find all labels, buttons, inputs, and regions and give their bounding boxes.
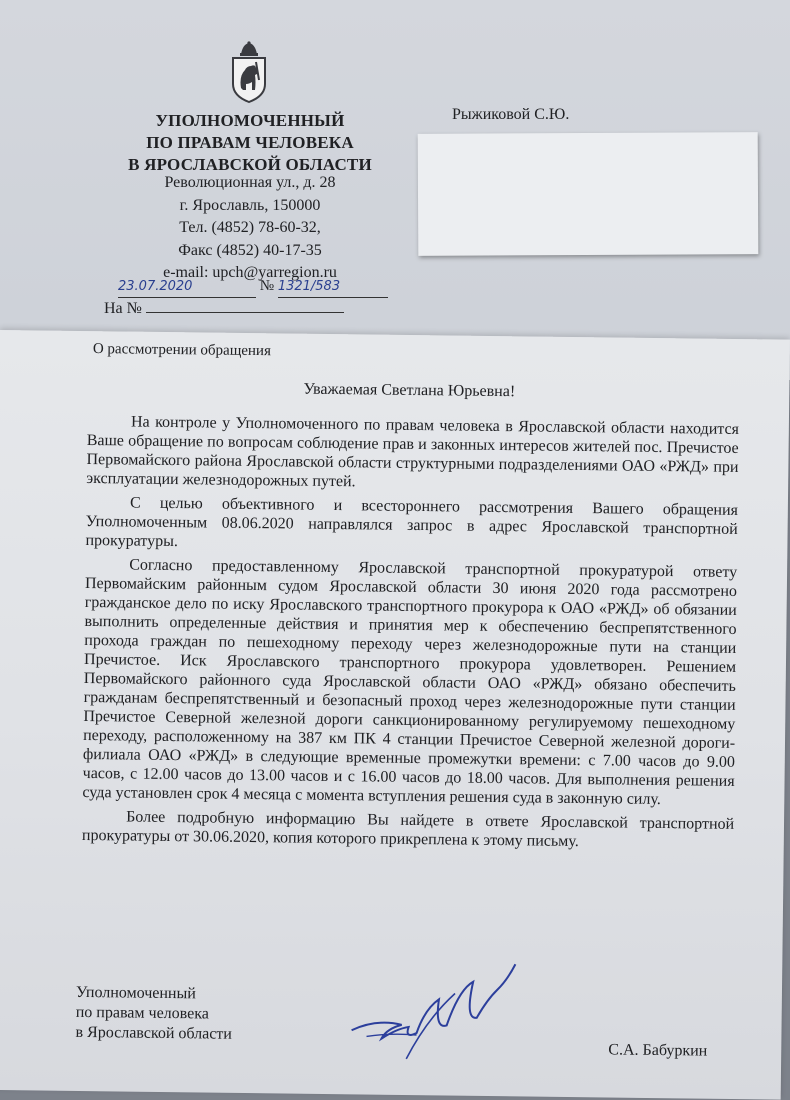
org-line-1: УПОЛНОМОЧЕННЫЙ: [155, 111, 345, 130]
greeting: Уважаемая Светлана Юрьевна!: [303, 380, 516, 401]
signatory-name: С.А. Бабуркин: [608, 1041, 708, 1060]
reference-label: На №: [104, 300, 142, 317]
handwritten-signature: [346, 958, 527, 1070]
paragraph-2: С целью объективного и всестороннего рассмотрения Вашего обращения Уполномоченным 08.06.2020 направлялся запрос в адрес Ярославской транспортной прокуратуры.: [85, 494, 739, 551]
org-line-2: ПО ПРАВАМ ЧЕЛОВЕКА: [146, 133, 354, 152]
registration-date: 23.07.2020: [118, 279, 193, 294]
paragraph-3: Согласно предоставленному Ярославской транспортной прокуратурой ответу Первомайским районным судом Ярославской области 30 июня 2020 года рассмотрено гражданское дело по иску Ярославского транспортного прокурора к ОАО «РЖД» об обязании выполнить определенные действия и принятия мер к обеспечению беспрепятственного прохода граждан по пешеходному переходу через железнодорожные пути на станции Пречистое. Иск Ярославского транспортного прокурора удовлетворен. Решением Первомайского районного суда Ярославской области ОАО «РЖД» обязано обеспечить гражданам беспрепятственный и безопасный проход через железнодорожные пути станции Пречистое Северной железной дороги санкционированному регулируемому пешеходному переходу, расположенному на 387 км ПК 4 станции Пречистое Северной железной дороги-филиала ОАО «РЖД» в следующие временные промежутки времени: с 7.00 часов до 9.00 часов, с 12.00 часов до 13.00 часов и с 16.00 часов до 18.00 часов. Для выполнения решения суда установлен срок 4 месяца с момента вступления решения суда в законную силу.: [82, 556, 738, 809]
paragraph-4: Более подробную информацию Вы найдете в ответе Ярославской транспортной прокуратуры от 30.06.2020, копия которого прикреплена к этому письму.: [81, 808, 735, 851]
signatory-title: [75, 983, 232, 1045]
address-fax: Факс (4852) 40-17-35: [178, 241, 322, 259]
signatory-title-line-3: в Ярославской области: [75, 1023, 233, 1043]
registration-number-label: №: [259, 278, 275, 294]
signatory-title-line-1: Уполномоченный: [75, 983, 196, 1003]
org-line-3: В ЯРОСЛАВСКОЙ ОБЛАСТИ: [128, 155, 372, 174]
addressee: Рыжиковой С.Ю.: [452, 106, 570, 123]
registration-number: 1321/583: [277, 279, 341, 294]
paragraph-1: На контроле у Уполномоченного по правам человека в Ярославской области находится Ваше обращение по вопросам соблюдение прав и законных интересов жителей пос. Пречистое Первомайского района Ярославской области структурными подразделениями ОАО «РЖД» при эксплуатации железнодорожных путей.: [86, 413, 740, 491]
address-email: e-mail: upch@yarregion.ru: [163, 264, 337, 281]
letter-body: [82, 412, 739, 858]
address-street: Революционная ул., д. 28: [164, 174, 336, 191]
address-city: г. Ярославль, 150000: [179, 196, 321, 214]
subject-line: О рассмотрении обращения: [92, 341, 272, 360]
address-phone: Тел. (4852) 78-60-32,: [179, 219, 321, 236]
signatory-title-line-2: по правам человека: [75, 1003, 210, 1023]
